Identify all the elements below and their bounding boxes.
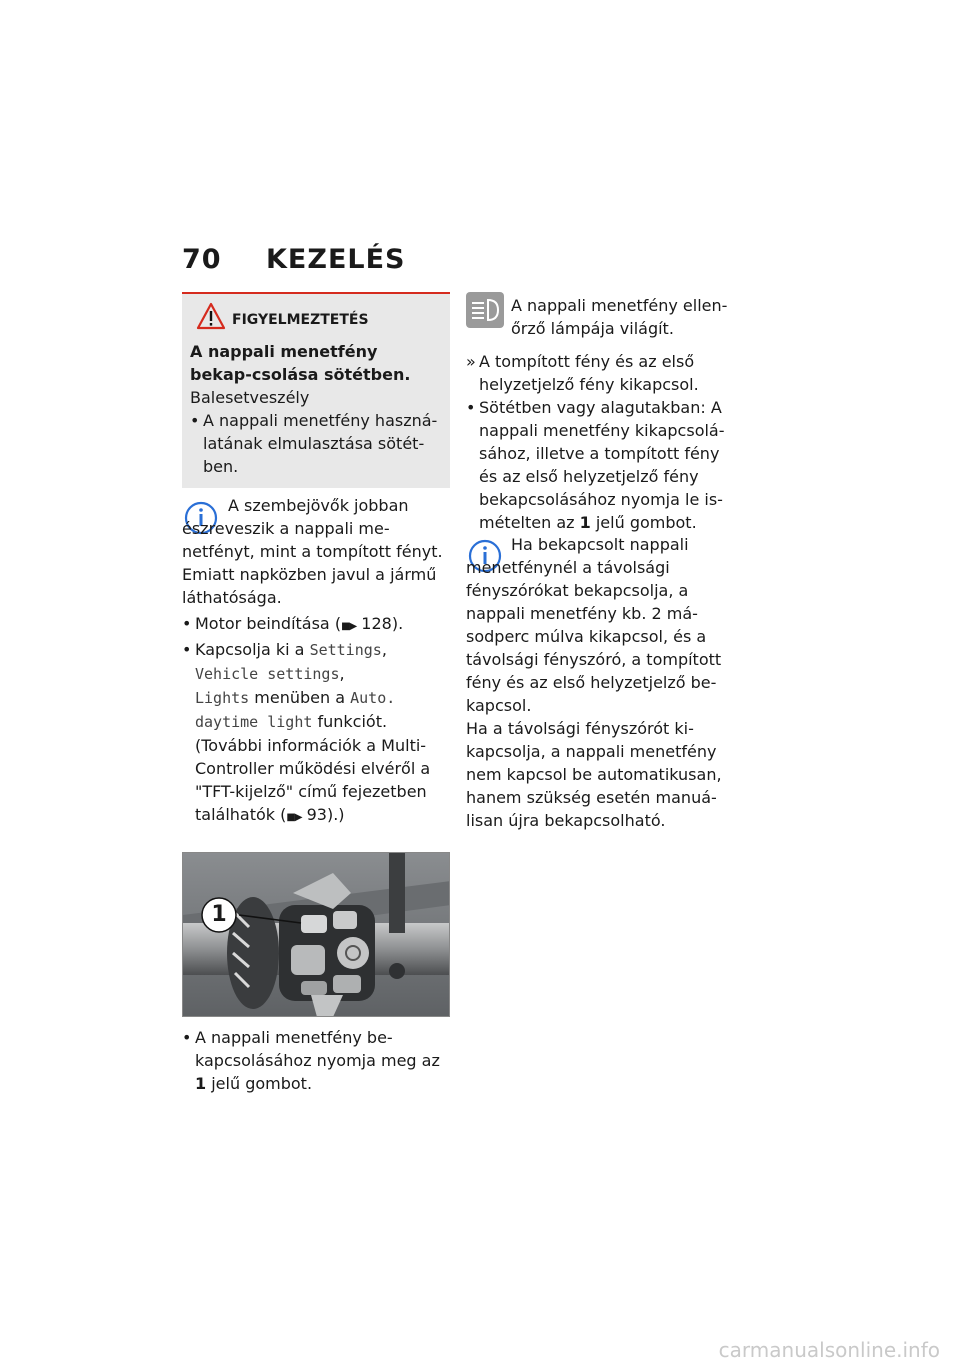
left-info-text: A szembejövők jobban észreveszik a nappali me-netfényt, mint a tompított fényt. Emiatt napközben javul a jármű láthatósága. — [182, 496, 443, 607]
list-item — [466, 396, 741, 534]
bullet2-post: funkciót. (További információk a Multi-Controller működési elvéről a "TFT-kijelző" című fejezetben találhatók ( — [195, 712, 431, 824]
left-info-block — [182, 494, 450, 609]
list-item: • Kapcsolja ki a Settings, Vehicle settings, Lights menüben a Auto. daytime light funkciót. (További információk a Multi-Controller működési elvéről a "TFT-kijelző" című fejezetben találhatók (■▶ 93).) — [182, 638, 450, 829]
page-number: 70 — [182, 244, 222, 275]
page-header — [182, 244, 405, 275]
warning-title: A nappali menetfény bekap-csolása sötétben. — [190, 342, 411, 384]
handlebar-switch-illustration — [183, 853, 450, 1017]
menu-settings: Settings — [309, 641, 382, 659]
bullet2-pre: Kapcsolja ki a — [195, 640, 310, 659]
chapter-title: KEZELÉS — [266, 244, 406, 275]
bullet1-text: Motor beindítása ( — [195, 614, 342, 633]
bullet1-ref: 128). — [361, 614, 404, 633]
right-bullet-post: jelű gombot. — [590, 513, 697, 532]
figure-callout-label: 1 — [211, 902, 227, 927]
list-item — [182, 1026, 450, 1095]
menu-lights: Lights — [195, 689, 250, 707]
menu-auto-daytime-light: Auto. daytime light — [195, 689, 396, 731]
bullet3-num: 1 — [195, 1074, 207, 1093]
bullet2-mid: menüben a — [249, 688, 351, 707]
right-steps — [466, 350, 741, 534]
right-bullet-num: 1 — [579, 513, 591, 532]
warning-triangle-icon — [196, 302, 226, 330]
result-item: » A tompított fény és az első helyzetjelző fény kikapcsol. — [466, 350, 741, 396]
indicator-text: A nappali menetfény ellen-őrző lámpája világít. — [511, 296, 728, 338]
right-info-text: Ha bekapcsolt nappali menetfénynél a távolsági fényszórókat bekapcsolja, a nappali menetfény kb. 2 má-sodperc múlva kikapcsol, és a távolsági fényszóró, a tompított fény és az első helyzetjelző be-kapcsol. — [466, 535, 722, 715]
warning-subtitle: Balesetveszély — [190, 388, 310, 407]
right-bullet-pre: Sötétben vagy alagutakban: A nappali menetfény kikapcsolá-sához, illetve a tompított fény és az első helyzetjelző fény bekapcsolásához nyomja le is-mételten az — [479, 398, 725, 532]
page-ref-arrow-icon: ■▶ — [286, 812, 302, 823]
bullet3-post: jelű gombot. — [206, 1074, 313, 1093]
bullet3-pre: A nappali menetfény be-kapcsolásához nyomja meg az — [195, 1028, 440, 1070]
bullet2-ref: 93).) — [306, 805, 345, 824]
left-bullets — [182, 612, 450, 829]
warning-bullet: • A nappali menetfény haszná-latának elmulasztása sötét-ben. — [190, 409, 442, 478]
footer-watermark-link[interactable]: carmanualsonline.info — [718, 1338, 940, 1362]
warning-label: FIGYELMEZTETÉS — [232, 312, 369, 328]
warning-box — [182, 294, 450, 488]
daytime-light-indicator-icon — [466, 292, 504, 328]
menu-vehicle-settings: Vehicle settings — [195, 665, 340, 683]
right-info-text2: Ha a távolsági fényszórót ki-kapcsolja, a nappali menetfény nem kapcsol be automatikusan, hanem szükség esetén manuá-lisan újra bekapcsolható. — [466, 719, 722, 830]
page-ref-arrow-icon: ■▶ — [341, 621, 357, 632]
right-info-block — [466, 533, 741, 832]
list-item — [182, 612, 450, 638]
warning-label-row — [232, 312, 442, 328]
left-bottom-bullet — [182, 1026, 450, 1095]
handlebar-switch-figure — [182, 852, 450, 1017]
